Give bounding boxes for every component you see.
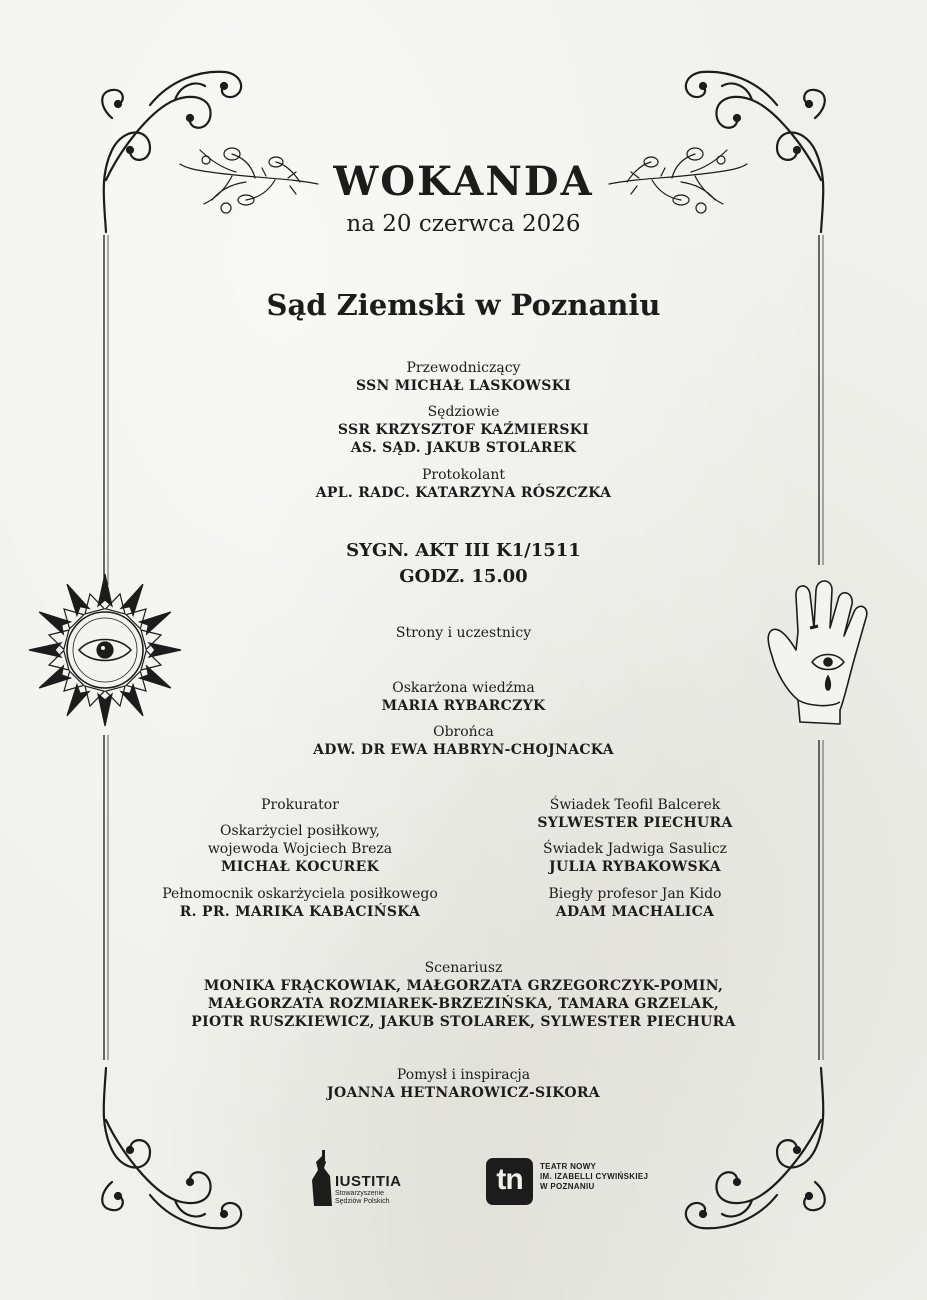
date-line: na 20 czerwca 2026 [346, 211, 581, 237]
clerk-name: APL. RADC. KATARZYNA RÓSZCZKA [315, 485, 612, 501]
prosecutor-label: Prokurator [261, 797, 339, 813]
witness-name: JULIA RYBAKOWSKA [549, 859, 721, 875]
accused-name: MARIA RYBARCZYK [381, 698, 546, 714]
aux-prosecutor-role: wojewoda Wojciech Breza [207, 841, 393, 857]
teatr-nowy-mark-text: tn [496, 1163, 523, 1196]
script-authors-line: PIOTR RUSZKIEWICZ, JAKUB STOLAREK, SYLWESTER PIECHURA [191, 1014, 736, 1030]
accused-label: Oskarżona wiedźma [392, 680, 535, 696]
clerk-label: Protokolant [422, 467, 505, 483]
aux-prosecutor-label: Oskarżyciel posiłkowy, [220, 823, 380, 839]
witness-label: Świadek Teofil Balcerek [549, 797, 721, 813]
teatr-nowy-logo [540, 1162, 648, 1192]
judges-label: Sędziowie [427, 404, 500, 420]
expert-label: Biegły profesor Jan Kido [548, 886, 722, 902]
iustitia-subtitle: Stowarzyszenie [335, 1190, 385, 1197]
iustitia-figure-icon [312, 1150, 332, 1206]
idea-name: JOANNA HETNAROWICZ-SIKORA [327, 1085, 600, 1101]
proxy-name: R. PR. MARIKA KABACIŃSKA [179, 904, 421, 920]
aux-prosecutor-name: MICHAŁ KOCUREK [220, 859, 380, 875]
proxy-label: Pełnomocnik oskarżyciela posiłkowego [162, 886, 438, 902]
theatre-line: IM. IZABELLI CYWIŃSKIEJ [540, 1172, 649, 1181]
iustitia-name: IUSTITIA [335, 1173, 402, 1190]
script-authors-line: MONIKA FRĄCKOWIAK, MAŁGORZATA GRZEGORCZYK-POMIN, [203, 978, 724, 994]
presiding-label: Przewodniczący [406, 360, 521, 376]
theatre-line: TEATR NOWY [540, 1162, 597, 1171]
judge-name: SSR KRZYSZTOF KAŹMIERSKI [337, 422, 590, 438]
teatr-nowy-mark [486, 1158, 533, 1205]
case-time: GODZ. 15.00 [399, 566, 528, 587]
iustitia-logo [335, 1173, 402, 1206]
judge-name: AS. SĄD. JAKUB STOLAREK [350, 440, 577, 456]
witness-label: Świadek Jadwiga Sasulicz [542, 841, 728, 857]
witness-name: SYLWESTER PIECHURA [537, 815, 733, 831]
idea-label: Pomysł i inspiracja [396, 1067, 531, 1083]
parties-heading: Strony i uczestnicy [395, 625, 532, 641]
presiding-name: SSN MICHAŁ LASKOWSKI [355, 378, 572, 394]
corner-flourish-icon [102, 72, 241, 232]
script-label: Scenariusz [424, 960, 503, 976]
case-signature: SYGN. AKT III K1/1511 [346, 540, 581, 561]
script-authors-line: MAŁGORZATA ROZMIAREK-BRZEZIŃSKA, TAMARA GRZELAK, [207, 996, 720, 1012]
counsel-label: Obrońca [433, 724, 494, 740]
counsel-name: ADW. DR EWA HABRYN-CHOJNACKA [313, 742, 614, 758]
poster-title: WOKANDA [333, 158, 594, 205]
corner-flourish-icon [686, 72, 825, 232]
iustitia-subtitle: Sędziów Polskich [335, 1198, 390, 1205]
court-name: Sąd Ziemski w Poznaniu [266, 288, 661, 322]
theatre-line: W POZNANIU [540, 1182, 595, 1191]
expert-name: ADAM MACHALICA [555, 904, 715, 920]
